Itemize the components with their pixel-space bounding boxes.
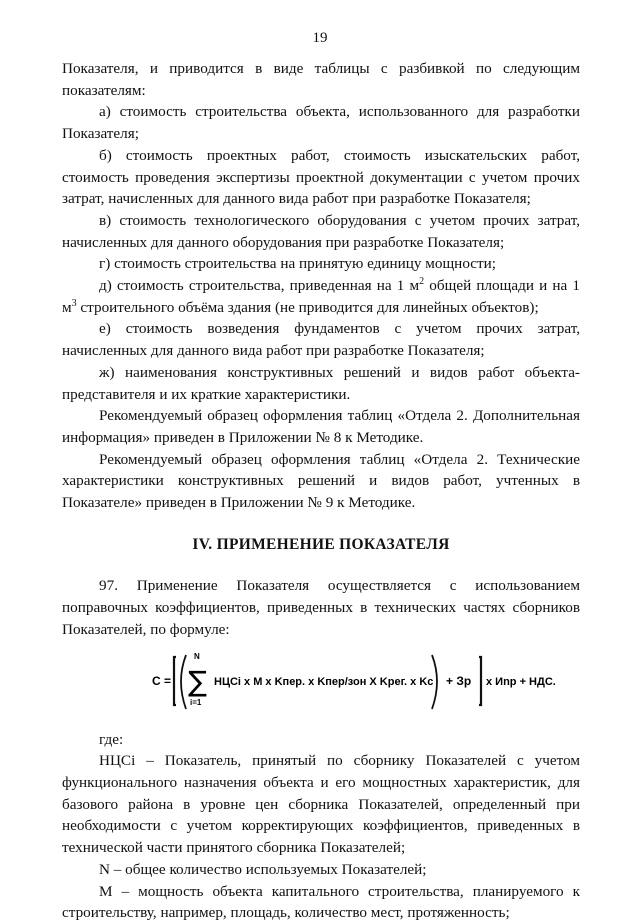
list-item-g: г) стоимость строительства на принятую единицу мощности;: [99, 255, 497, 273]
list-item-a: а) стоимость строительства объекта, использованного для разработки Показателя;: [62, 103, 580, 143]
paragraph-97: 97. Применение Показателя осуществляется с использованием поправочных коэффициентов, приведенных в технических частях сборников Показателей, по формуле:: [62, 577, 580, 638]
formula-lhs: С =: [152, 673, 172, 688]
list-item-zh: ж) наименования конструктивных решений и видов работ объекта-представителя и их краткие характеристики.: [62, 363, 580, 403]
list-item-d-part3: строительного объёма здания (не приводится для линейных объектов);: [76, 298, 539, 316]
formula: [62, 643, 580, 715]
definition-m: М – мощность объекта капитального строительства, планируемого к строительству, например, площадь, количество мест, протяженность;: [62, 882, 580, 922]
list-item-e: е) стоимость возведения фундаментов с учетом прочих затрат, начисленных для данного вида работ при разработке Показателя;: [62, 320, 580, 360]
page-number: 19: [312, 30, 328, 46]
list-item-d-part2: общей площади и на 1 м: [62, 277, 580, 316]
outer-right-bracket: [479, 657, 481, 705]
sum-symbol: ∑: [188, 664, 207, 698]
formula-plus-zr: + Зр: [446, 673, 472, 688]
list-item-d-part1: д) стоимость строительства, приведенная на 1 м: [99, 277, 420, 295]
superscript-2: 2: [419, 275, 425, 287]
section-heading: IV. ПРИМЕНЕНИЕ ПОКАЗАТЕЛЯ: [192, 535, 450, 553]
definition-ncs: НЦСi – Показатель, принятый по сборнику Показателей с учетом функционального назначения объекта и его мощностных характеристик, для базового района в уровне цен сборника Показателей, определенный при необходимости с учетом корректирующих коэффициентов, приведенных в технической части принятого сборника Показателей;: [62, 752, 580, 857]
sum-lower-limit: i=1: [190, 697, 202, 707]
outer-left-bracket: [174, 657, 176, 705]
list-item-b: б) стоимость проектных работ, стоимость изыскательских работ, стоимость проведения экспертизы проектной документации с учетом прочих затрат, начисленных для данного вида работ при разработке Показателя;: [62, 146, 580, 208]
superscript-3: 3: [71, 297, 77, 309]
inner-left-paren: [181, 655, 186, 709]
paragraph-continuation: Показателя, и приводится в виде таблицы с разбивкой по следующим показателям:: [62, 60, 580, 99]
paragraph-appendix-8: Рекомендуемый образец оформления таблиц «Отдела 2. Дополнительная информация» приведен в Приложении № 8 к Методике.: [62, 407, 580, 446]
formula-tail: x Иnp + НДС.: [486, 675, 556, 688]
formula-inner-expression: НЦСi x M x Kпер. x Kпер/зон X Kрег. x Kc: [214, 675, 434, 688]
document-body: [62, 58, 580, 924]
definition-n: N – общее количество используемых Показателей;: [99, 860, 427, 878]
paragraph-appendix-9: Рекомендуемый образец оформления таблиц «Отдела 2. Технические характеристики конструктивных решений и видов работ, учтенных в Показателе» приведен в Приложении № 9 к Методике.: [62, 450, 580, 512]
formula-svg: [152, 643, 572, 715]
where-label: где:: [99, 730, 124, 748]
sum-upper-limit: N: [194, 651, 200, 661]
list-item-v: в) стоимость технологического оборудования с учетом прочих затрат, начисленных для данного оборудования при разработке Показателя;: [62, 211, 580, 251]
list-item-d: [62, 275, 580, 318]
